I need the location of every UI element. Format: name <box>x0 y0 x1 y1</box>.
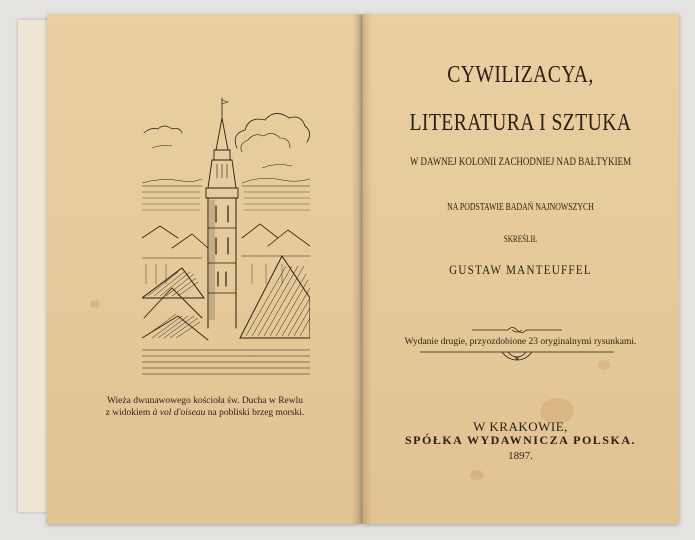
author-name: GUSTAW MANTEUFFEL <box>449 262 592 277</box>
title-line-2: LITERATURA I SZTUKA <box>409 110 632 136</box>
edition-note: Wydanie drugie, przyozdobione 23 oryginalnymi rysunkami. <box>404 337 637 347</box>
caption-line-1: Wieża dwunawowego kościoła św. Ducha w Rewlu <box>106 396 304 406</box>
ornament-bottom <box>412 348 622 362</box>
caption-text: z widokiem <box>105 408 153 418</box>
illustration-caption <box>60 395 350 419</box>
publisher-name: SPÓŁKA WYDAWNICZA POLSKA. <box>405 433 636 447</box>
subtitle: W DAWNEJ KOLONII ZACHODNIEJ NAD BAŁTYKIEM <box>409 156 632 168</box>
foxing-stain <box>470 470 484 480</box>
foxing-stain <box>90 300 100 308</box>
caption-text: na pobliski brzeg morski. <box>205 408 305 418</box>
basis-line: NA PODSTAWIE BADAŃ NAJNOWSZYCH <box>447 202 594 213</box>
wrote-by-label: SKREŚLIŁ <box>503 234 538 244</box>
church-tower-illustration <box>142 88 310 378</box>
publication-city: W KRAKOWIE, <box>473 419 568 434</box>
caption-italic-phrase: à vol d'oiseau <box>152 408 206 418</box>
caption-line-2 <box>60 407 350 419</box>
publication-year: 1897. <box>508 450 533 462</box>
title-line-1: CYWILIZACYA, <box>447 62 594 88</box>
ornament-top <box>412 324 622 336</box>
